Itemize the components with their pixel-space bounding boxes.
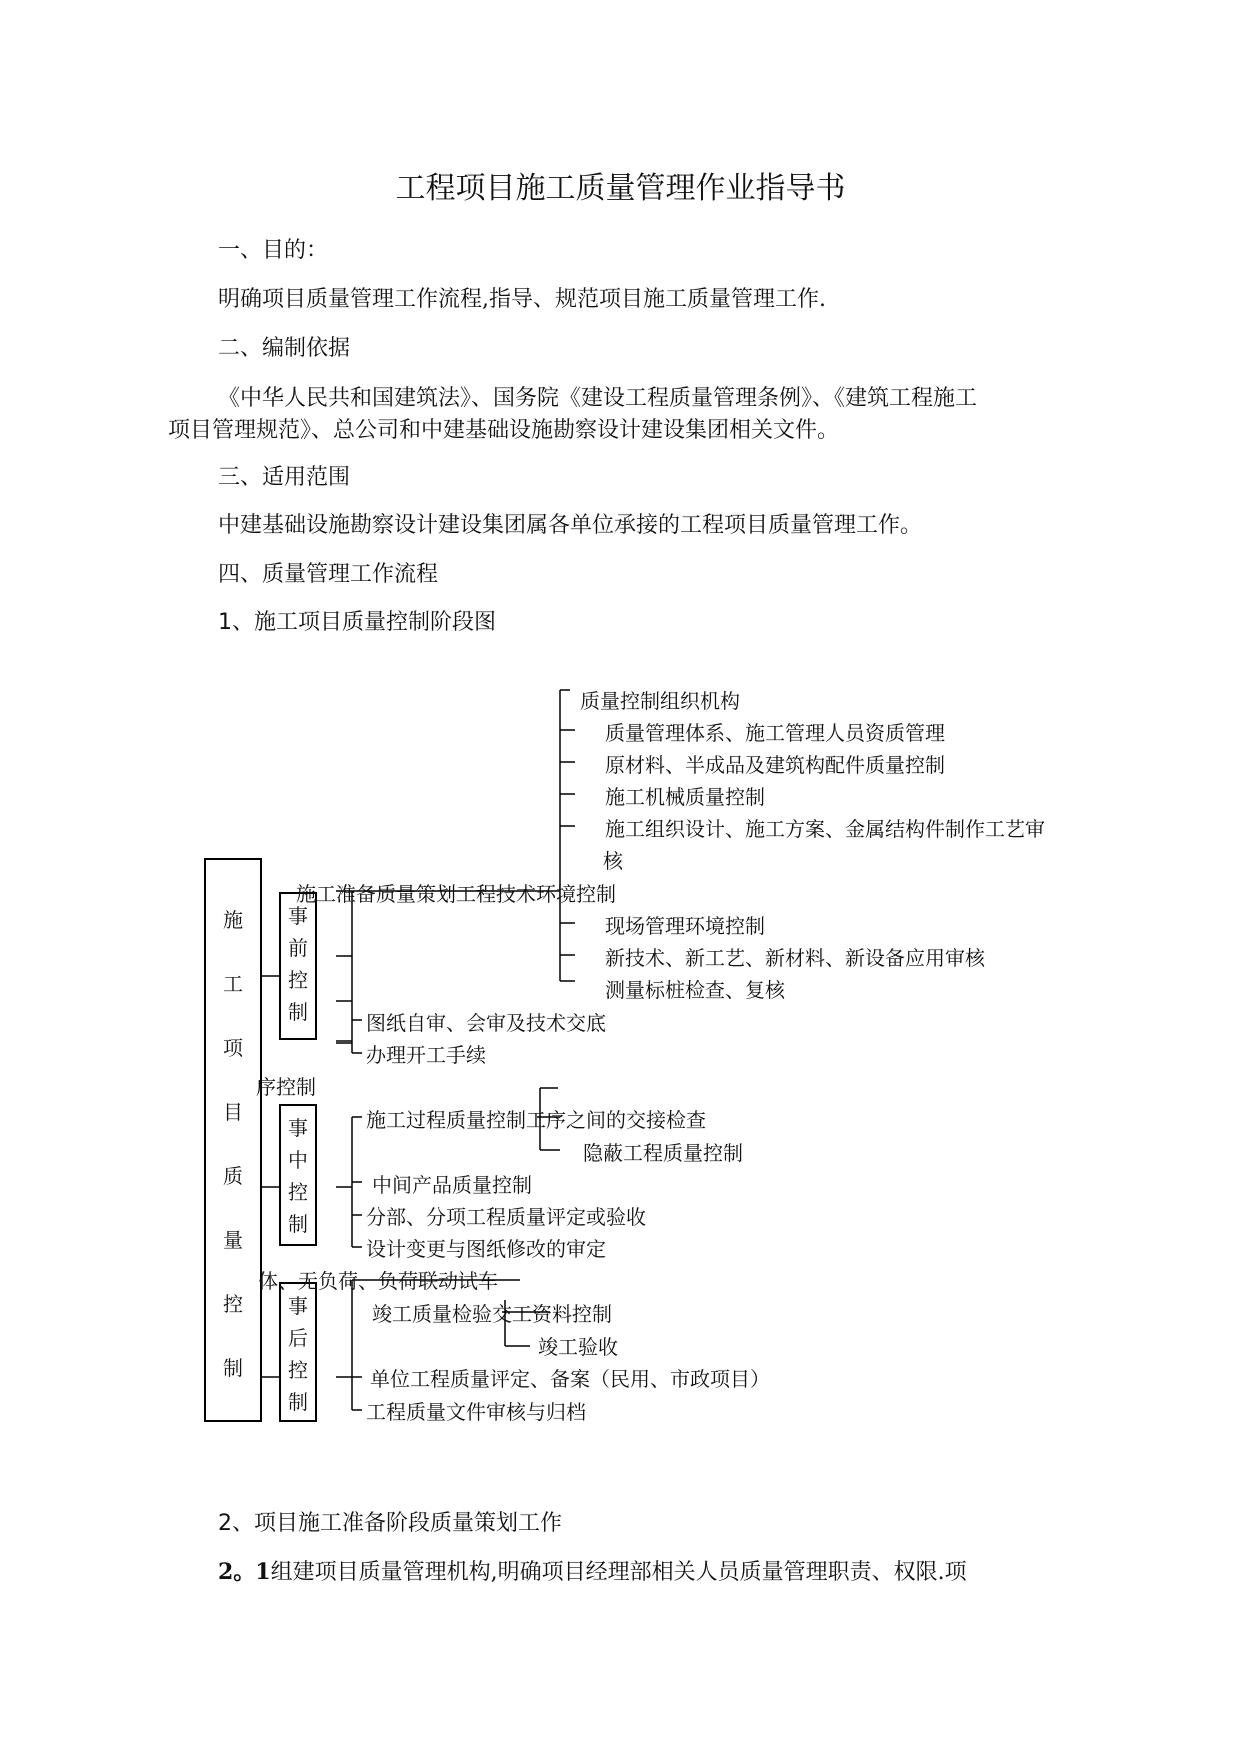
pre-item: 原材料、半成品及建筑构配件质量控制 — [605, 753, 945, 777]
stage-box-pre-control — [279, 892, 317, 1040]
pre-item: 施工组织设计、施工方案、金属结构件制作工艺审 — [605, 817, 1045, 841]
section-1-heading: 一、目的： — [218, 238, 329, 263]
mid-char: 中 — [288, 1148, 308, 1172]
mid-item: 分部、分项工程质量评定或验收 — [366, 1205, 646, 1229]
pre-item: 核 — [603, 849, 623, 873]
section-4-subheading: 1、施工项目质量控制阶段图 — [218, 610, 496, 635]
root-char: 工 — [223, 972, 243, 996]
root-char: 控 — [223, 1292, 243, 1316]
section-5-heading: 2、项目施工准备阶段质量策划工作 — [218, 1511, 562, 1536]
pre-char: 事 — [288, 904, 308, 928]
stage-box-mid-control — [279, 1104, 317, 1246]
post-fragment-label: 体、无负荷、负荷联动试车 — [258, 1269, 498, 1293]
page-title: 工程项目施工质量管理作业指导书 — [395, 171, 846, 206]
mid-item: 中间产品质量控制 — [372, 1173, 532, 1197]
mid-process-label: 施工过程质量控制工序之间的交接检查 — [366, 1108, 706, 1132]
section-2-text-line1: 《中华人民共和国建筑法》、国务院《建设工程质量管理条例》、《建筑工程施工 — [218, 386, 978, 411]
post-item: 单位工程质量评定、备案（民用、市政项目） — [370, 1367, 770, 1391]
pre-direct-item: 办理开工手续 — [366, 1043, 486, 1067]
mid-hidden-label: 隐蔽工程质量控制 — [583, 1141, 743, 1165]
root-char: 施 — [223, 908, 243, 932]
stage-box-post-control — [279, 1282, 317, 1422]
post-char: 控 — [288, 1358, 308, 1382]
post-item: 工程质量文件审核与归档 — [366, 1400, 586, 1424]
pre-char: 控 — [288, 968, 308, 992]
pre-direct-item: 图纸自审、会审及技术交底 — [366, 1011, 606, 1035]
pre-item: 现场管理环境控制 — [605, 914, 765, 938]
section-2-heading: 二、编制依据 — [218, 336, 351, 361]
pre-item: 质量控制组织机构 — [580, 689, 740, 713]
section-4-heading: 四、质量管理工作流程 — [218, 562, 439, 587]
root-char: 制 — [223, 1356, 243, 1380]
pre-item: 测量标桩检查、复核 — [605, 978, 785, 1002]
section-3-heading: 三、适用范围 — [218, 465, 351, 490]
post-char: 制 — [288, 1390, 308, 1414]
section-5-number: 2。1 — [218, 1559, 271, 1585]
mid-char: 制 — [288, 1212, 308, 1236]
post-char: 后 — [288, 1326, 308, 1350]
root-char: 质 — [223, 1164, 243, 1188]
pre-item: 施工机械质量控制 — [605, 785, 765, 809]
post-accept-label: 竣工验收 — [538, 1335, 618, 1359]
section-5-text: 组建项目质量管理机构,明确项目经理部相关人员质量管理职责、权限.项 — [270, 1560, 967, 1585]
pre-item: 质量管理体系、施工管理人员资质管理 — [605, 721, 945, 745]
section-2-text-line2: 项目管理规范》、总公司和中建基础设施勘察设计建设集团相关文件。 — [168, 418, 840, 443]
section-1-text: 明确项目质量管理工作流程,指导、规范项目施工质量管理工作. — [218, 287, 826, 312]
pre-branch-label: 施工准备质量策划工程技术环境控制 — [296, 882, 616, 906]
mid-char: 事 — [288, 1116, 308, 1140]
root-char: 项 — [223, 1036, 243, 1060]
post-char: 事 — [288, 1294, 308, 1318]
section-3-text: 中建基础设施勘察设计建设集团属各单位承接的工程项目质量管理工作。 — [218, 513, 923, 538]
root-char: 目 — [223, 1100, 243, 1124]
section-5-line — [218, 1555, 967, 1586]
pre-item: 新技术、新工艺、新材料、新设备应用审核 — [605, 946, 985, 970]
root-box-quality-control — [204, 858, 262, 1422]
mid-fragment-label: 序控制 — [256, 1075, 316, 1099]
pre-char: 前 — [288, 936, 308, 960]
root-char: 量 — [223, 1228, 243, 1252]
pre-char: 制 — [288, 1000, 308, 1024]
mid-char: 控 — [288, 1180, 308, 1204]
mid-item: 设计变更与图纸修改的审定 — [366, 1237, 606, 1261]
post-check-label: 竣工质量检验交工资料控制 — [372, 1302, 612, 1326]
